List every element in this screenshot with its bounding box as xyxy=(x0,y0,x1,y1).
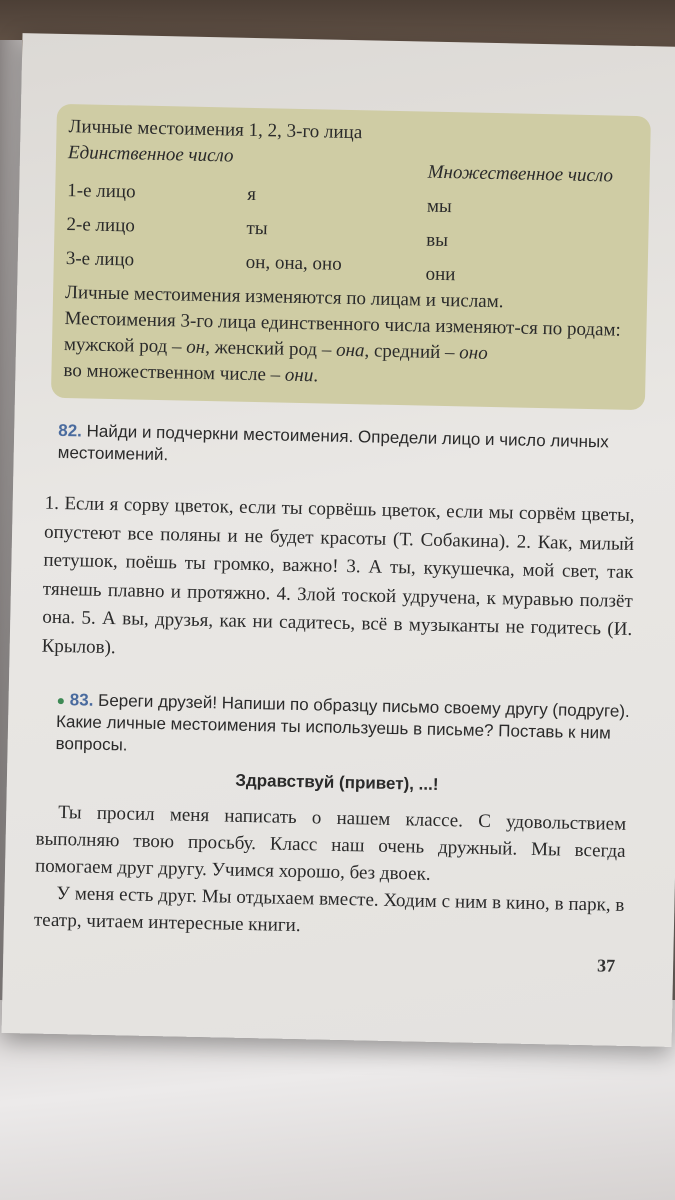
plural-cell: мы xyxy=(426,195,453,218)
plural-cell: они xyxy=(425,263,456,286)
exercise-83-task-text: Береги друзей! Напиши по образцу письмо своему другу (подруге). Какие личные местоимения ты используешь в письме? Поставь к ним вопросы. xyxy=(55,690,630,755)
exercise-83-task xyxy=(37,689,636,768)
person-cell: 3-е лицо xyxy=(65,248,135,271)
gender-fem-example: она xyxy=(335,339,365,362)
gender-masc-label: мужской род – xyxy=(63,334,187,358)
plural-example: они xyxy=(284,364,314,387)
exercise-marker-icon: ● xyxy=(56,691,66,709)
person-cell: 2-е лицо xyxy=(66,214,136,237)
singular-cell: я xyxy=(246,183,257,206)
gender-fem-label: , женский род – xyxy=(205,336,337,361)
letter-paragraph-2: У меня есть друг. Мы отдыхаем вместе. Ходим с ним в кино, в парк, в театр, читаем интересные книги. xyxy=(33,882,625,937)
exercise-82-text: 1. Если я сорву цветок, если ты сорвёшь цветок, если мы сорвём цветы, опустеют все поляны и не будет красоты (Т. Собакина). 2. Как, милый петушок, поёшь ты громко, важно! 3. А ты, кукушечка, мой свет, так тянешь плавно и протяжно. 4. Злой тоской удручена, к муравью ползёт она. 5. А вы, друзья, как ни садитесь, всё в музыканты не годитесь (И. Крылов). xyxy=(41,492,635,658)
gender-neut-label: , средний – xyxy=(364,340,460,364)
gender-neut-example: оно xyxy=(459,342,488,364)
letter-title: Здравствуй (привет), ...! xyxy=(235,770,439,794)
page-number: 37 xyxy=(596,955,616,976)
textbook-page xyxy=(2,33,675,1047)
singular-cell: он, она, оно xyxy=(245,251,342,275)
plural-end: . xyxy=(313,365,319,387)
singular-header: Единственное число xyxy=(67,142,234,167)
plural-header: Множественное число xyxy=(427,161,614,187)
exercise-82-task xyxy=(44,420,645,477)
rule-text-2: Местоимения 3-го лица единственного числа изменяют-ся по родам: xyxy=(64,308,622,341)
exercise-82-task-text: Найди и подчеркни местоимения. Определи лицо и число личных местоимений. xyxy=(57,421,609,465)
rule-title: Личные местоимения 1, 2, 3-го лица xyxy=(68,116,363,144)
singular-cell: ты xyxy=(246,217,268,240)
exercise-83-number: 83. xyxy=(69,690,94,710)
rule-box xyxy=(51,104,651,410)
page-content xyxy=(34,104,651,946)
letter-paragraph-1: Ты просил меня написать о нашем классе. С удовольствием выполняю твою просьбу. Класс наш очень дружный. Мы всегда помогаем друг другу. Учимся хорошо, без двоек. xyxy=(34,802,627,885)
plural-cell: вы xyxy=(426,229,449,252)
gender-masc-example: он xyxy=(186,336,206,358)
plural-label: во множественном числе – xyxy=(63,360,286,386)
exercise-82-number: 82. xyxy=(58,420,83,441)
person-cell: 1-е лицо xyxy=(67,180,136,203)
rule-text-1: Личные местоимения изменяются по лицам и числам. xyxy=(64,282,504,313)
